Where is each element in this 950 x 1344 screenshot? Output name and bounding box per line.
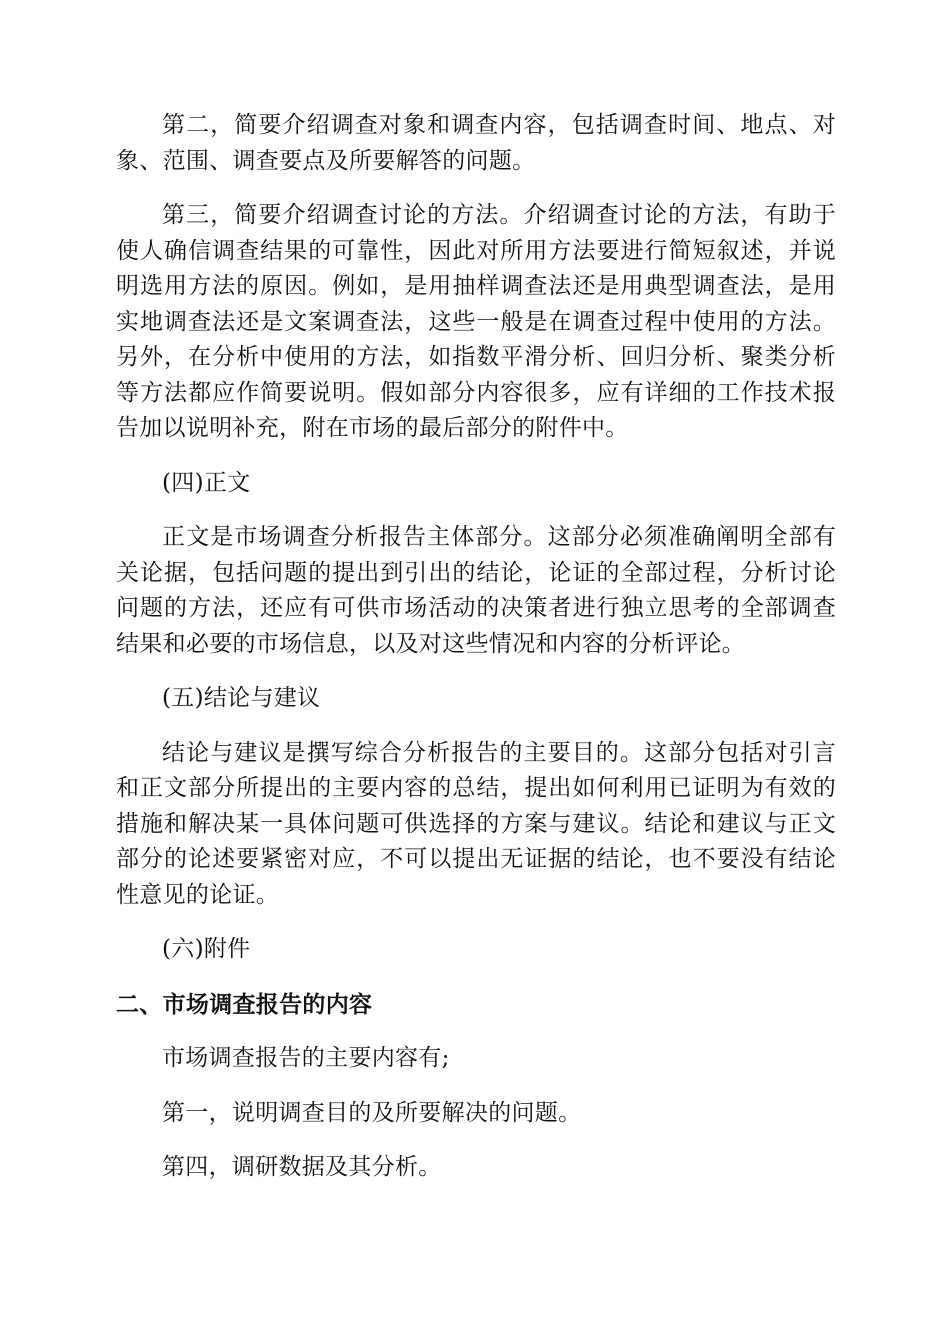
subheading-conclusion: (五)结论与建议: [162, 685, 321, 711]
paragraph-report-content-intro: 市场调查报告的主要内容有;: [162, 1045, 450, 1071]
subheading-appendix: (六)附件: [162, 936, 251, 962]
paragraph-second-point: 第二，简要介绍调查对象和调查内容，包括调查时间、地点、对象、范围、调查要点及所要解答的问题。: [116, 112, 836, 174]
paragraph-first-point: 第一，说明调查目的及所要解决的问题。: [162, 1099, 582, 1126]
paragraph-main-text: 正文是市场调查分析报告主体部分。这部分必须准确阐明全部有关论据，包括问题的提出到引出的结论，论证的全部过程，分析讨论问题的方法，还应有可供市场活动的决策者进行独立思考的全部调查结果和必要的市场信息，以及对这些情况和内容的分析评论。: [116, 524, 836, 657]
paragraph-conclusion: 结论与建议是撰写综合分析报告的主要目的。这部分包括对引言和正文部分所提出的主要内容的总结，提出如何利用已证明为有效的措施和解决某一具体问题可供选择的方案与建议。结论和建议与正文部分的论述要紧密对应，不可以提出无证据的结论，也不要没有结论性意见的论证。: [116, 739, 836, 908]
subheading-main-text: (四)正文: [162, 469, 251, 496]
paragraph-fourth-point: 第四，调研数据及其分析。: [162, 1154, 442, 1180]
section-heading-report-content: 二、市场调查报告的内容: [116, 990, 373, 1018]
paragraph-third-point: 第三，简要介绍调查讨论的方法。介绍调查讨论的方法，有助于使人确信调查结果的可靠性，因此对所用方法要进行简短叙述，并说明选用方法的原因。例如，是用抽样调查法还是用典型调查法，是用实地调查法还是文案调查法，这些一般是在调查过程中使用的方法。另外，在分析中使用的方法，如指数平滑分析、回归分析、聚类分析等方法都应作简要说明。假如部分内容很多，应有详细的工作技术报告加以说明补充，附在市场的最后部分的附件中。: [116, 202, 836, 441]
document-body: [116, 108, 836, 1205]
